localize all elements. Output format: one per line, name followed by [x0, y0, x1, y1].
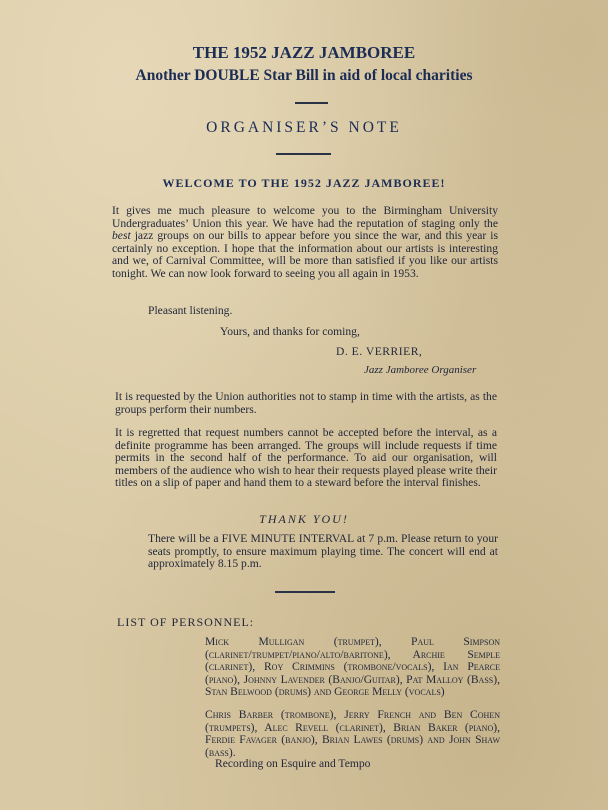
welcome-paragraph	[112, 205, 498, 281]
divider	[276, 153, 331, 155]
personnel-band-1: Mick Mulligan (trumpet), Paul Simpson (clarinet/trumpet/piano/alto/baritone), Archie Semple (clarinet), Roy Crimmins (trombone/vocals), Ian Pearce (piano), Johnny Lavender (Banjo/Guitar), Pat Malloy (Bass), Stan Belwood (drums) and George Melly (vocals)	[205, 635, 500, 699]
stamp-notice: It is requested by the Union authorities not to stamp in time with the artists, as the groups perform their numbers.	[115, 390, 497, 416]
requests-notice: It is regretted that request numbers cannot be accepted before the interval, as a definite programme has been arranged. The groups will include requests if time permits in the second half of the performance. To aid our organisation, will members of the audience who wish to hear their requests played please write their titles on a slip of paper and hand them to a steward before the interval finishes.	[115, 426, 497, 490]
divider	[275, 591, 335, 593]
personnel-heading: LIST OF PERSONNEL:	[117, 615, 255, 629]
welcome-heading: WELCOME TO THE 1952 JAZZ JAMBOREE!	[162, 176, 446, 190]
divider	[295, 102, 328, 104]
welcome-paragraph-part: It gives me much pleasure to welcome you to the Birmingham University Undergraduates’ Union this year. We have had the reputation of staging only the	[112, 204, 498, 230]
personnel-band-2: Chris Barber (trombone), Jerry French and Ben Cohen (trumpets), Alec Revell (clarinet), Brian Baker (piano), Ferdie Favager (banjo), Brian Lawes (drums) and John Shaw (bass).	[205, 708, 500, 759]
sign-off-line: Yours, and thanks for coming,	[220, 325, 360, 338]
interval-notice: There will be a FIVE MINUTE INTERVAL at 7 p.m. Please return to your seats promptly, to ensure maximum playing time. The concert will end at approximately 8.15 p.m.	[148, 532, 498, 571]
welcome-paragraph-emphasis: best	[112, 229, 131, 243]
thank-you-line: THANK YOU!	[259, 512, 349, 526]
pleasant-listening-line: Pleasant listening.	[148, 304, 233, 317]
organiser-note-heading: ORGANISER’S NOTE	[206, 119, 402, 136]
signature-title: Jazz Jamboree Organiser	[364, 364, 477, 376]
page-subtitle: Another DOUBLE Star Bill in aid of local charities	[135, 67, 473, 84]
signature-name: D. E. VERRIER,	[336, 345, 423, 358]
recording-note: Recording on Esquire and Tempo	[215, 757, 371, 770]
page-title: THE 1952 JAZZ JAMBOREE	[192, 43, 416, 62]
welcome-paragraph-part: jazz groups on our bills to appear before you since the war, and this year is certainly no exception. I hope that the information about our artists is interesting and we, of Carnival Committee, will be more than satisfied if you like our artists tonight. We can now look forward to seeing you all again in 1953.	[112, 229, 498, 280]
